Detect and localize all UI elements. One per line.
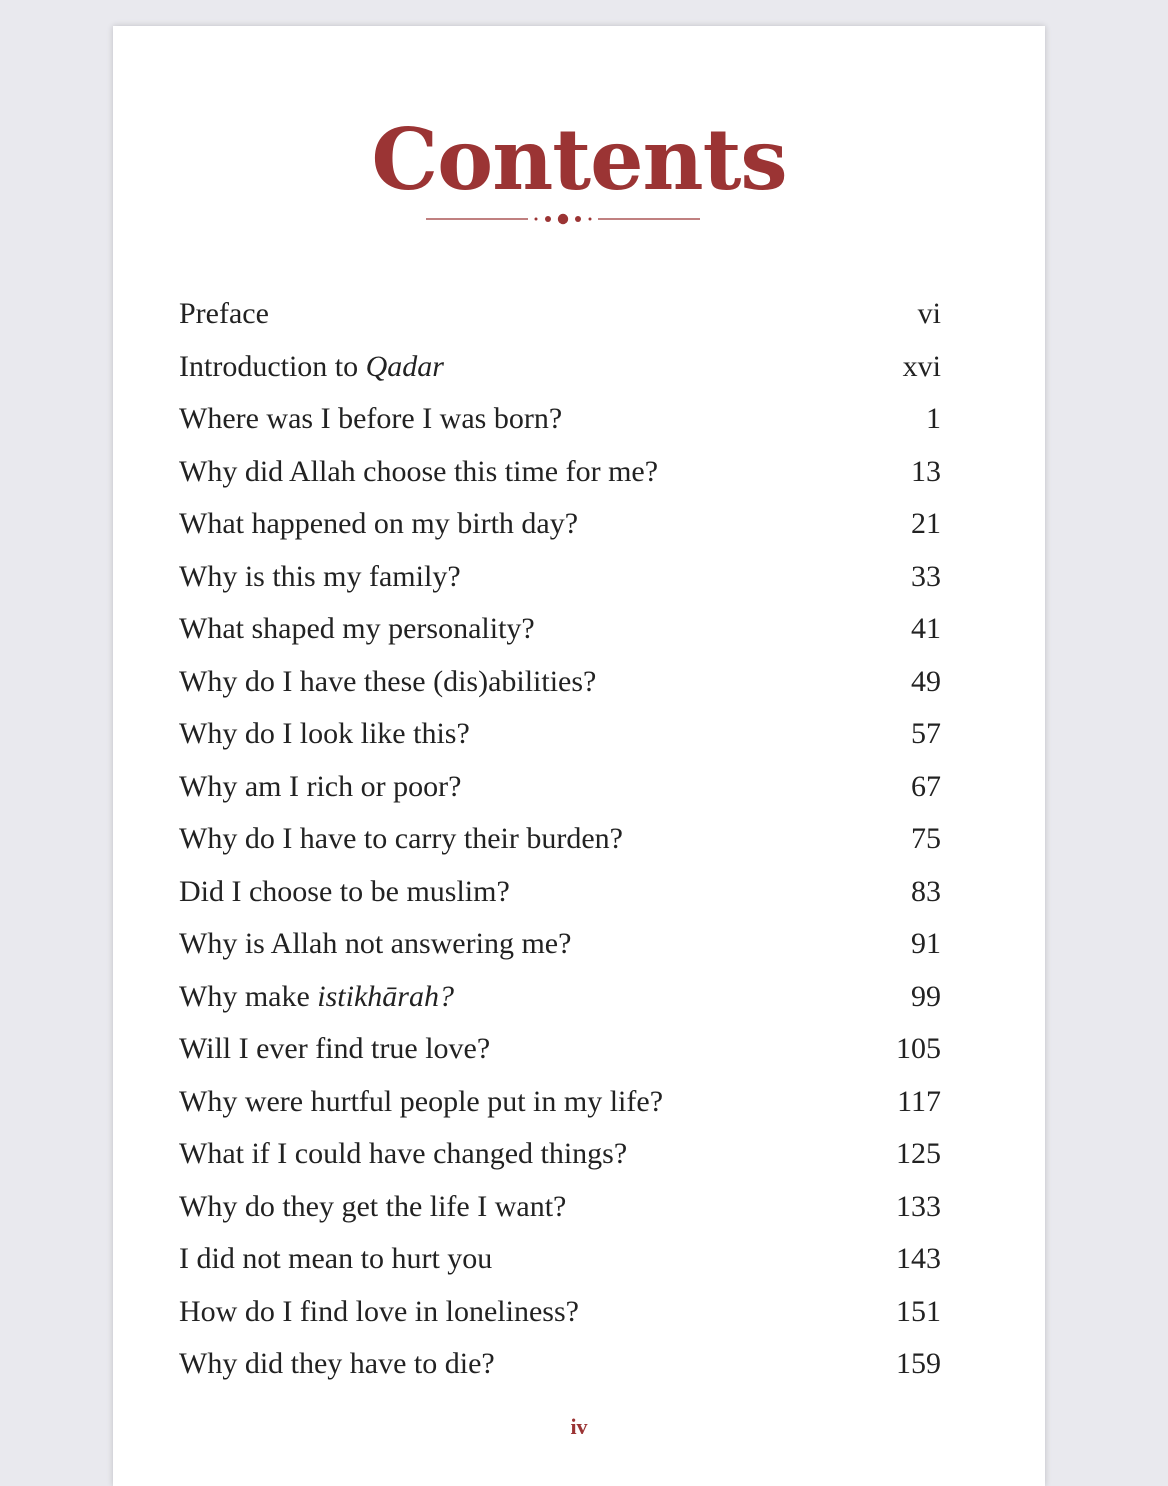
toc-entry[interactable] [179, 1286, 941, 1339]
toc-entry-title: Why am I rich or poor? [179, 769, 462, 803]
toc-entry-title: Why is this my family? [179, 559, 461, 593]
toc-entry[interactable] [179, 1181, 941, 1234]
divider-ornament-icon [426, 209, 700, 229]
toc-entry-title: Why is Allah not answering me? [179, 927, 572, 961]
toc-entry-title-italic: Qadar [365, 349, 444, 383]
toc-entry[interactable] [179, 603, 941, 656]
toc-entry[interactable] [179, 708, 941, 761]
toc-entry-title [179, 980, 454, 1014]
toc-entry[interactable] [179, 866, 941, 919]
toc-entry-title: Why do they get the life I want? [179, 1189, 567, 1223]
page-number: iv [570, 1414, 588, 1439]
toc-entry[interactable] [179, 656, 941, 709]
toc-entry[interactable] [179, 1128, 941, 1181]
toc-entry-page: 13 [911, 454, 941, 488]
toc-entry-title-text: Introduction to [179, 349, 366, 383]
toc-entry-page: 41 [911, 612, 941, 646]
toc-entry-title: Where was I before I was born? [179, 402, 563, 436]
toc-entry-title-text: Why make [179, 979, 318, 1013]
toc-entry-page: 75 [911, 822, 941, 856]
toc-entry-title: What shaped my personality? [179, 612, 535, 646]
toc-entry-title: Why did they have to die? [179, 1347, 495, 1381]
toc-entry-preface[interactable] [179, 288, 941, 341]
toc-entry-introduction[interactable] [179, 341, 941, 394]
toc-entry-page: 117 [897, 1084, 941, 1118]
toc-entry-page: 105 [896, 1032, 941, 1066]
toc-entry-page: 159 [896, 1347, 941, 1381]
toc-entry-title: Why do I look like this? [179, 717, 470, 751]
toc-entry-title: Why do I have these (dis)abilities? [179, 664, 597, 698]
toc-entry-title-italic: istikhārah? [317, 979, 454, 1013]
toc-entry-title: What if I could have changed things? [179, 1137, 628, 1171]
toc-entry[interactable] [179, 498, 941, 551]
toc-entry-page: 143 [896, 1242, 941, 1276]
toc-entry-page: vi [917, 297, 941, 331]
toc-entry[interactable] [179, 1076, 941, 1129]
toc-entry-page: 67 [911, 769, 941, 803]
toc-entry[interactable] [179, 813, 941, 866]
toc-entry-page: 99 [911, 979, 941, 1013]
toc-entry-page: 125 [896, 1137, 941, 1171]
toc-entry-page: 33 [911, 559, 941, 593]
toc-entry-title: Why did Allah choose this time for me? [179, 454, 659, 488]
toc-entry-page: xvi [902, 349, 941, 383]
toc-entry[interactable] [179, 761, 941, 814]
toc-entry-istikharah[interactable] [179, 971, 941, 1024]
toc-entry-title: I did not mean to hurt you [179, 1242, 493, 1276]
toc-entry-page: 151 [896, 1294, 941, 1328]
toc-entry-page: 21 [911, 507, 941, 541]
toc-entry[interactable] [179, 393, 941, 446]
toc-entry-page: 49 [911, 664, 941, 698]
toc-entry[interactable] [179, 446, 941, 499]
toc-entry-title: Why do I have to carry their burden? [179, 822, 623, 856]
toc-entry-page: 91 [911, 927, 941, 961]
toc-entry-title: Will I ever find true love? [179, 1032, 491, 1066]
toc-entry[interactable] [179, 918, 941, 971]
toc-entry-page: 133 [896, 1189, 941, 1223]
toc-entry[interactable] [179, 1023, 941, 1076]
toc-entry[interactable] [179, 551, 941, 604]
toc-entry-title: Preface [179, 297, 269, 331]
toc-entry-title: What happened on my birth day? [179, 507, 579, 541]
toc-entry-page: 57 [911, 717, 941, 751]
toc-entry[interactable] [179, 1233, 941, 1286]
table-of-contents [179, 288, 941, 1391]
toc-entry-title [179, 350, 444, 384]
book-page [113, 26, 1045, 1486]
toc-entry-page: 1 [926, 402, 941, 436]
toc-entry-title: Did I choose to be muslim? [179, 874, 510, 908]
toc-entry-title: How do I find love in loneliness? [179, 1294, 579, 1328]
page-title: Contents [371, 110, 787, 209]
toc-entry-title: Why were hurtful people put in my life? [179, 1084, 664, 1118]
toc-entry-page: 83 [911, 874, 941, 908]
toc-entry[interactable] [179, 1338, 941, 1391]
